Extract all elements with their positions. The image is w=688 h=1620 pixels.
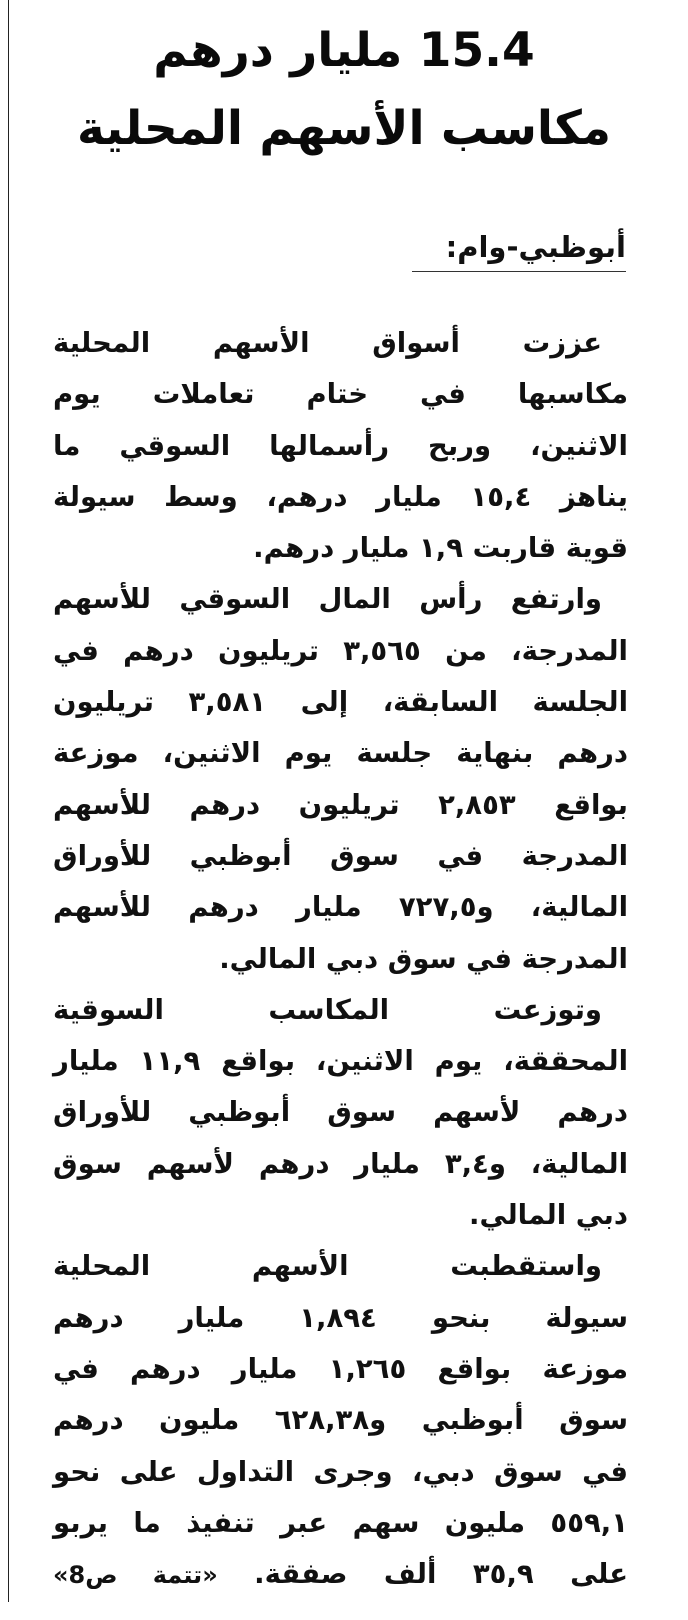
article-body <box>53 318 628 1600</box>
dateline: أبوظبي-وام: <box>412 226 626 272</box>
paragraph-1-line-3: الاثنين، وربح رأسمالها السوقي ما <box>53 429 628 462</box>
paragraph-2-line-1: وارتفع رأس المال السوقي للأسهم <box>53 583 602 616</box>
paragraph-4-line-5: في سوق دبي، وجرى التداول على نحو <box>53 1455 628 1488</box>
paragraph-3-line-5: دبي المالي. <box>469 1199 628 1232</box>
paragraph-1-line-5: قوية قاربت ١,٩ مليار درهم. <box>253 532 628 565</box>
headline-line-1: 15.4 مليار درهم <box>153 23 535 78</box>
paragraph-2-line-6: المدرجة في سوق أبوظبي للأوراق <box>53 839 628 872</box>
paragraph-1-line-1: عززت أسواق الأسهم المحلية <box>53 327 602 359</box>
paragraph-4-line-2: سيولة بنحو ١,٨٩٤ مليار درهم <box>53 1301 628 1334</box>
continued-on-page-note: «تتمة ص8» <box>53 1561 218 1590</box>
paragraph-2-line-8: المدرجة في سوق دبي المالي. <box>219 942 628 975</box>
paragraph-4-line-7 <box>53 1549 628 1600</box>
paragraph-3-line-1: وتوزعت المكاسب السوقية <box>53 993 602 1026</box>
paragraph-1-line-2: مكاسبها في ختام تعاملات يوم <box>53 378 628 411</box>
paragraph-2-line-5: بواقع ٢,٨٥٣ تريليون درهم للأسهم <box>53 788 628 821</box>
paragraph-4-line-1: واستقطبت الأسهم المحلية <box>53 1250 602 1283</box>
paragraph-3-line-2: المحققة، يوم الاثنين، بواقع ١١,٩ مليار <box>53 1045 628 1078</box>
paragraph-3-line-4: المالية، و٣,٤ مليار درهم لأسهم سوق <box>53 1147 628 1180</box>
paragraph-2-line-2: المدرجة، من ٣,٥٦٥ تريليون درهم في <box>53 634 628 667</box>
column-divider-rule <box>8 0 9 1602</box>
headline-line-2: مكاسب الأسهم المحلية <box>76 101 611 156</box>
paragraph-4-line-4: سوق أبوظبي و٦٢٨,٣٨ مليون درهم <box>53 1404 629 1437</box>
headline <box>40 12 648 168</box>
paragraph-1-line-4: يناهز ١٥,٤ مليار درهم، وسط سيولة <box>53 480 628 513</box>
paragraph-2-line-3: الجلسة السابقة، إلى ٣,٥٨١ تريليون <box>53 686 629 719</box>
paragraph-4-line-6: ٥٥٩,١ مليون سهم عبر تنفيذ ما يربو <box>53 1506 628 1539</box>
paragraph-2-line-4: درهم بنهاية جلسة يوم الاثنين، موزعة <box>53 737 628 770</box>
paragraph-4-line-3: موزعة بواقع ١,٢٦٥ مليار درهم في <box>53 1352 629 1385</box>
paragraph-2-line-7: المالية، و٧٢٧,٥ مليار درهم للأسهم <box>53 891 629 924</box>
paragraph-3-line-3: درهم لأسهم سوق أبوظبي للأوراق <box>53 1096 628 1129</box>
closing-sentence: على ٣٥,٩ ألف صفقة. <box>254 1558 628 1591</box>
